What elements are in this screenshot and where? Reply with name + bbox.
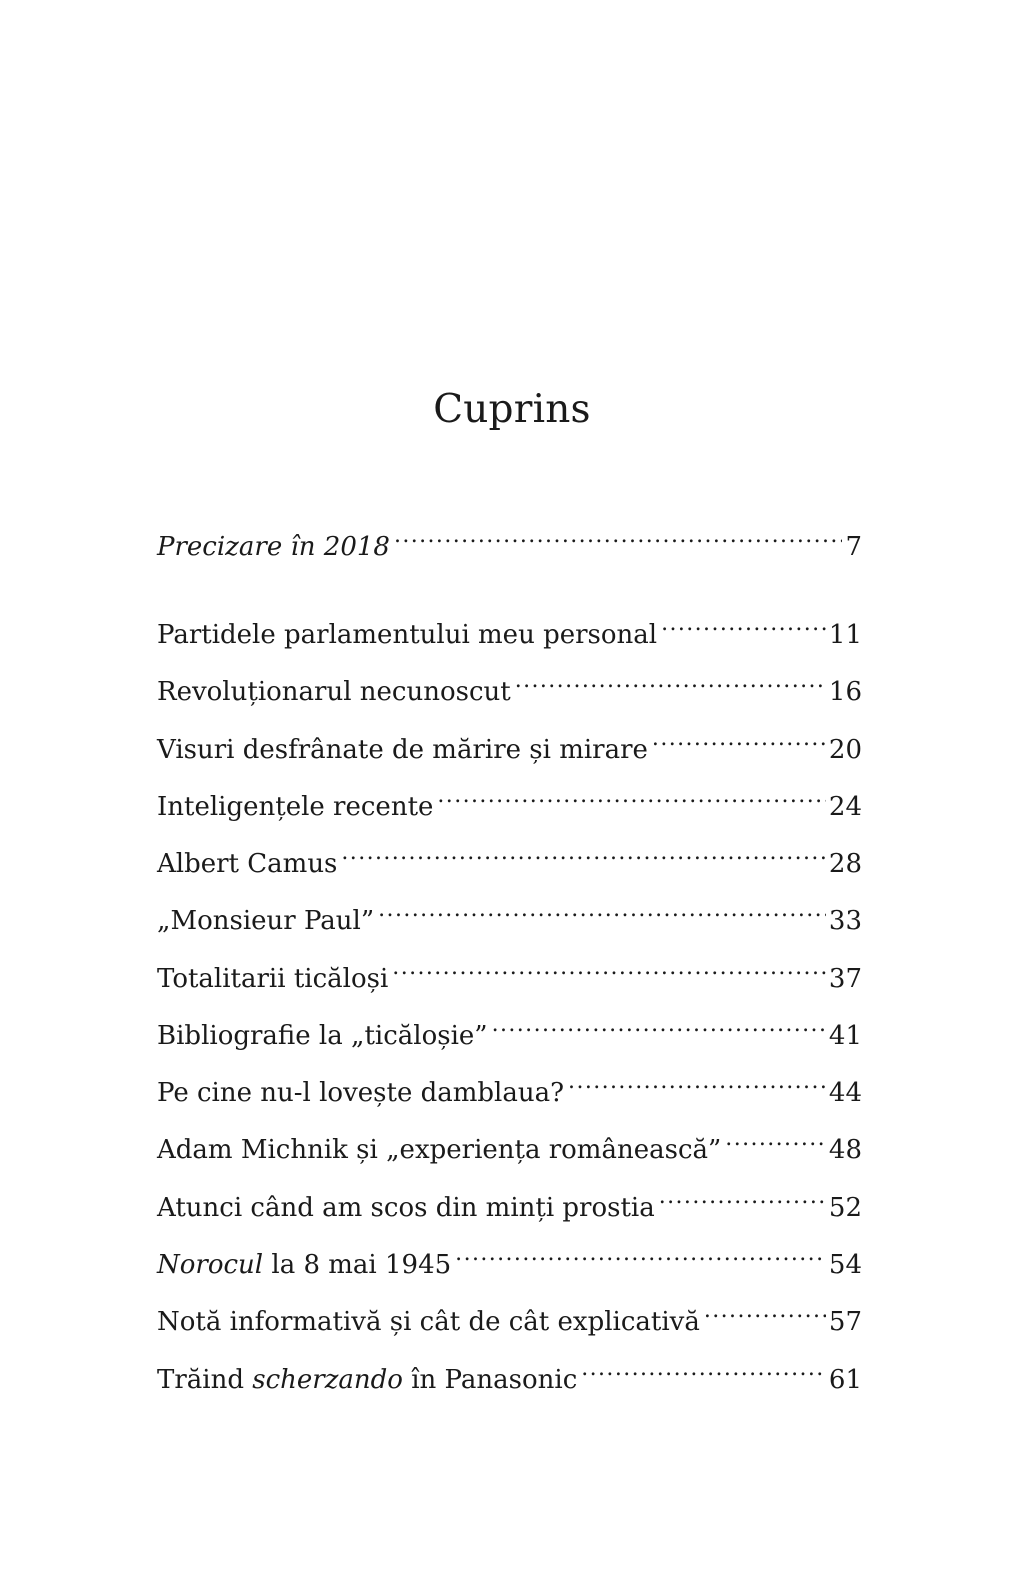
toc-entry-title: [157, 787, 433, 827]
toc-entry: [157, 1348, 862, 1395]
toc-entry-page-number: 61: [828, 1365, 862, 1395]
toc-entry-page-number: 33: [828, 906, 862, 936]
toc-entry: [157, 1233, 862, 1280]
toc-entry-page-number: 37: [828, 964, 862, 994]
toc-entry-title: [157, 1302, 700, 1342]
dot-leader: [341, 832, 826, 872]
dot-leader: [652, 718, 826, 758]
toc-entry-title-part: Visuri desfrânate de mărire și mirare: [157, 735, 648, 765]
toc-entry-title-part: Partidele parlamentului meu personal: [157, 620, 658, 650]
dot-leader: [581, 1348, 826, 1388]
toc-entry-title: [157, 1245, 451, 1285]
dot-leader: [515, 660, 826, 700]
toc-entry-page-number: 54: [828, 1250, 862, 1280]
toc-entry: [157, 1290, 862, 1337]
dot-leader: [659, 1176, 826, 1216]
toc-entry: [157, 775, 862, 822]
toc-entry-title: [157, 730, 648, 770]
toc-entry-title-part: Atunci când am scos din minți prostia: [157, 1193, 655, 1223]
toc-entry-title-part: Pe cine nu-l lovește damblaua?: [157, 1078, 565, 1108]
dot-leader: [392, 947, 826, 987]
toc-entry-title: [157, 844, 337, 884]
dot-leader: [725, 1118, 826, 1158]
toc-entry-title: [157, 1360, 577, 1400]
toc-entry: [157, 1118, 862, 1165]
toc-entry-title: [157, 527, 390, 567]
dot-leader: [437, 775, 826, 815]
dot-leader: [568, 1061, 826, 1101]
toc-entry-title: [157, 959, 388, 999]
toc-entry-title-part: „Monsieur Paul”: [157, 906, 375, 936]
toc-entry-page-number: 48: [828, 1135, 862, 1165]
toc-entry: [157, 1176, 862, 1223]
toc-entry: [157, 515, 862, 562]
toc-entry: [157, 603, 862, 650]
toc-entry-title: [157, 1073, 564, 1113]
toc-entry: [157, 947, 862, 994]
toc-entry-page-number: 16: [828, 677, 862, 707]
dot-leader: [661, 603, 826, 643]
toc-entry: [157, 832, 862, 879]
page-title: Cuprins: [433, 387, 591, 432]
toc-entry-title-part: Trăind: [157, 1365, 253, 1395]
toc-entry-page-number: 24: [828, 792, 862, 822]
toc-entry: [157, 660, 862, 707]
toc-entry-page-number: 11: [828, 620, 862, 650]
toc-entry-title-part: Precizare în 2018: [157, 532, 390, 562]
toc-entry: [157, 889, 862, 936]
toc-entry-page-number: 20: [828, 735, 862, 765]
toc-entry-page-number: 41: [828, 1021, 862, 1051]
toc-entry-page-number: 44: [828, 1078, 862, 1108]
dot-leader: [394, 515, 842, 555]
toc-entry-title-part: Notă informativă și cât de cât explicativă: [157, 1307, 700, 1337]
toc-entry: [157, 718, 862, 765]
toc-entry-title-part: Norocul: [157, 1250, 264, 1280]
toc-entry-page-number: 52: [828, 1193, 862, 1223]
toc-entry-title: [157, 672, 511, 712]
toc-entry-title: [157, 1016, 488, 1056]
dot-leader: [492, 1004, 826, 1044]
toc-entry-title: [157, 1130, 721, 1170]
toc-entry-page-number: 28: [828, 849, 862, 879]
toc-entry-title-part: Bibliografie la „ticăloșie”: [157, 1021, 488, 1051]
toc-entry-title-part: Adam Michnik și „experiența românească”: [157, 1135, 722, 1165]
dot-leader: [378, 889, 826, 929]
toc-entry-page-number: 7: [845, 532, 862, 562]
toc-entry: [157, 1061, 862, 1108]
toc-entry-title-part: la 8 mai 1945: [263, 1250, 452, 1280]
toc-entry-page-number: 57: [828, 1307, 862, 1337]
toc-entry-title: [157, 615, 657, 655]
toc-entry-title-part: Inteligențele recente: [157, 792, 434, 822]
toc-entry-title-part: scherzando: [252, 1365, 403, 1395]
toc-entry-title: [157, 901, 374, 941]
toc-entry: [157, 1004, 862, 1051]
dot-leader: [455, 1233, 826, 1273]
dot-leader: [704, 1290, 826, 1330]
toc-entry-title-part: în Panasonic: [402, 1365, 578, 1395]
toc-entry-title: [157, 1188, 655, 1228]
toc-entry-title-part: Revoluționarul necunoscut: [157, 677, 511, 707]
toc-entry-title-part: Totalitarii ticăloși: [157, 964, 389, 994]
toc-entry-title-part: Albert Camus: [157, 849, 338, 879]
